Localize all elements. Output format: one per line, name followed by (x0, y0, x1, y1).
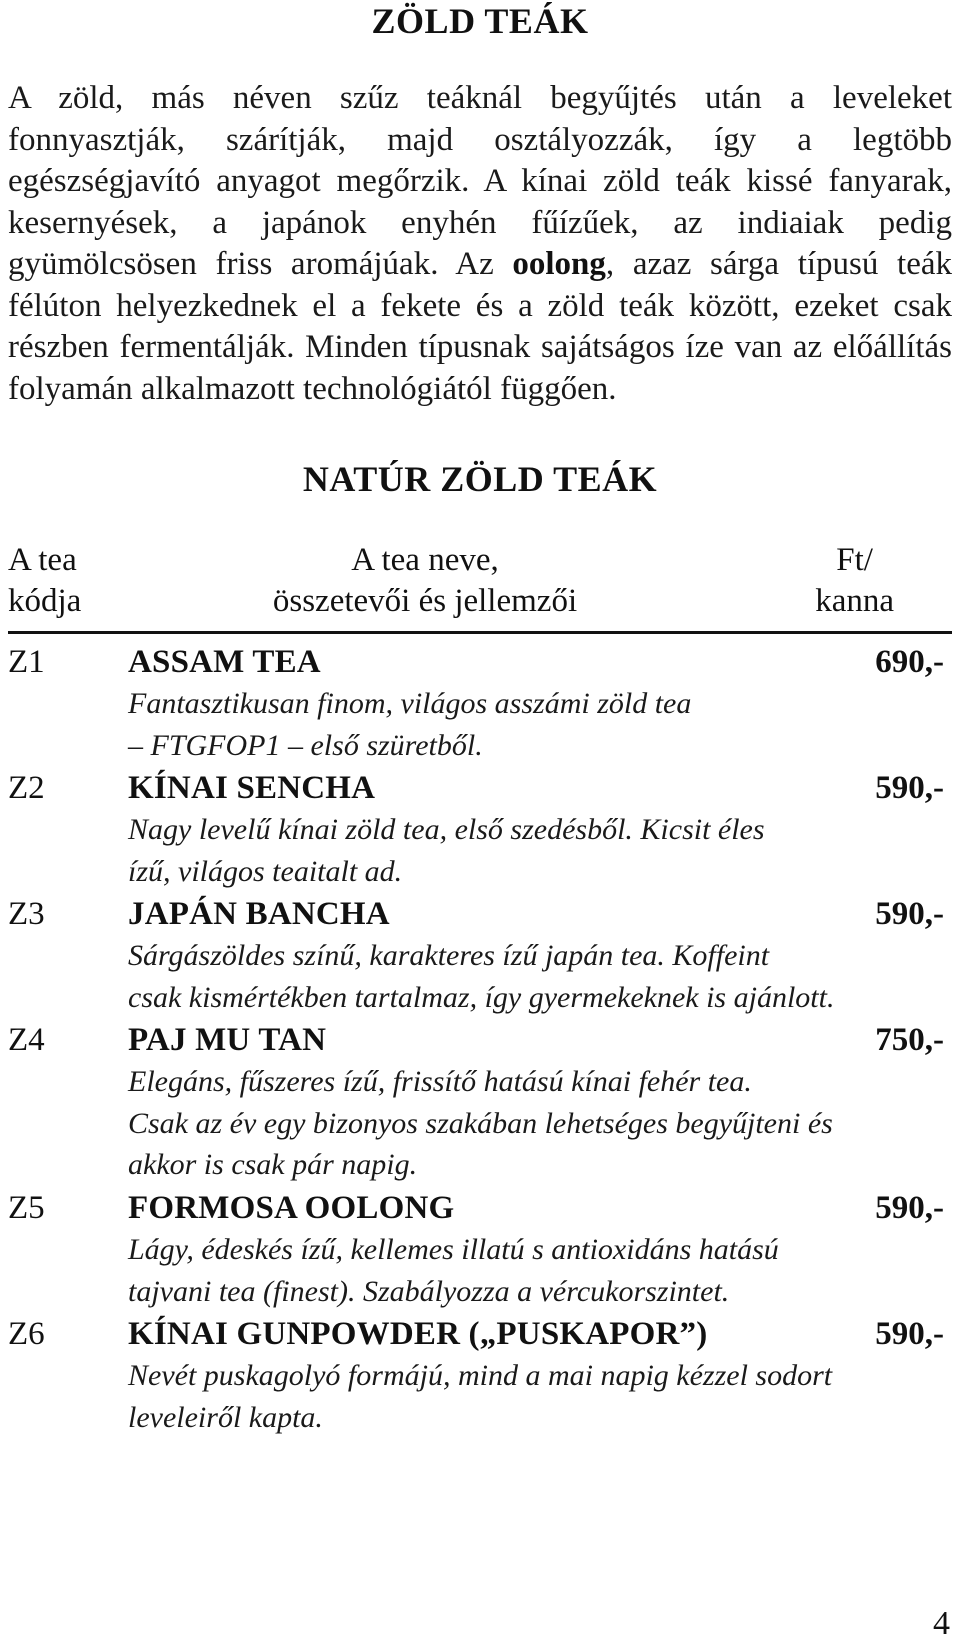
tea-description (128, 935, 888, 1018)
tea-name: PAJ MU TAN (128, 1022, 327, 1058)
tea-description-line: akkor is csak pár napig. (128, 1148, 418, 1181)
tea-name: ASSAM TEA (128, 644, 321, 680)
tea-name: FORMOSA OOLONG (128, 1190, 455, 1226)
tea-description-line: Nagy levelű kínai zöld tea, első szedésből. Kicsit éles (128, 813, 765, 846)
column-header-code-line1: A tea (8, 542, 77, 578)
tea-name: KÍNAI SENCHA (128, 770, 376, 806)
intro-oolong-bold: oolong (512, 246, 606, 282)
tea-code: Z5 (8, 1190, 45, 1226)
tea-name: JAPÁN BANCHA (128, 896, 390, 932)
intro-text-before: A zöld, más néven szűz teáknál begyűjtés után a leveleket fonnyasztják, szárítják, majd osztályozzák, így a legtöbb egészségjavító anyagot megőrzik. A kínai zöld teák kissé fanyarak, kesernyések, a japánok enyhén fűízűek, az indiaiak pedig gyümölcsösen friss aromájúak. Az (8, 80, 952, 282)
intro-text-after: , azaz sárga típusú teák félúton helyezkednek el a fekete és a zöld teák között, ezeket csak részben fermentálják. Minden típusnak sajátságos íze van az előállítás folyamán alkalmazott technológiától függően. (8, 246, 952, 407)
column-header-price (815, 540, 894, 622)
tea-description-line: csak kismértékben tartalmaz, így gyermekeknek is ajánlott. (128, 980, 835, 1014)
column-header-price-line2: kanna (815, 583, 894, 619)
intro-paragraph (8, 78, 952, 410)
tea-description (128, 683, 888, 766)
column-header-name-line2: összetevői és jellemzői (272, 583, 578, 619)
tea-description-line: leveleiről kapta. (128, 1400, 323, 1434)
tea-price: 590,- (875, 1190, 944, 1226)
tea-code: Z1 (8, 644, 45, 680)
tea-code: Z4 (8, 1022, 45, 1058)
tea-price: 690,- (875, 644, 944, 680)
tea-description (128, 1061, 888, 1186)
tea-code: Z2 (8, 770, 45, 806)
tea-description-line: Elegáns, fűszeres ízű, frissítő hatású kínai fehér tea. (128, 1065, 752, 1098)
tea-code: Z6 (8, 1316, 45, 1352)
header-divider (8, 631, 952, 634)
page-title: ZÖLD TEÁK (371, 1, 589, 41)
tea-description-line: ízű, világos teaitalt ad. (128, 854, 403, 888)
tea-price: 590,- (875, 770, 944, 806)
tea-description-line: Lágy, édeskés ízű, kellemes illatú s antioxidáns hatású (128, 1233, 779, 1266)
tea-price: 750,- (875, 1022, 944, 1058)
tea-description-line: – FTGFOP1 – első szüretből. (128, 728, 483, 762)
tea-price: 590,- (875, 896, 944, 932)
tea-description-line: tajvani tea (finest). Szabályozza a vércukorszintet. (128, 1274, 730, 1308)
tea-code: Z3 (8, 896, 45, 932)
tea-description (128, 809, 888, 892)
tea-description-line: Nevét puskagolyó formájú, mind a mai napig kézzel sodort (128, 1359, 833, 1392)
tea-description-line: Fantasztikusan finom, világos asszámi zöld tea (128, 687, 692, 720)
tea-description (128, 1355, 888, 1438)
column-header-code (8, 540, 81, 622)
column-header-price-line1: Ft/ (836, 542, 873, 578)
column-header-code-line2: kódja (8, 583, 82, 619)
section-title: NATÚR ZÖLD TEÁK (302, 459, 658, 499)
tea-description-line: Csak az év egy bizonyos szakában lehetséges begyűjteni és (128, 1106, 833, 1140)
page-number: 4 (933, 1605, 950, 1642)
column-header-name-line1: A tea neve, (351, 542, 499, 578)
tea-price: 590,- (875, 1316, 944, 1352)
tea-name: KÍNAI GUNPOWDER („PUSKAPOR”) (128, 1316, 708, 1352)
tea-description (128, 1229, 888, 1312)
tea-description-line: Sárgászöldes színű, karakteres ízű japán tea. Koffeint (128, 939, 770, 972)
column-header-name (130, 540, 720, 622)
